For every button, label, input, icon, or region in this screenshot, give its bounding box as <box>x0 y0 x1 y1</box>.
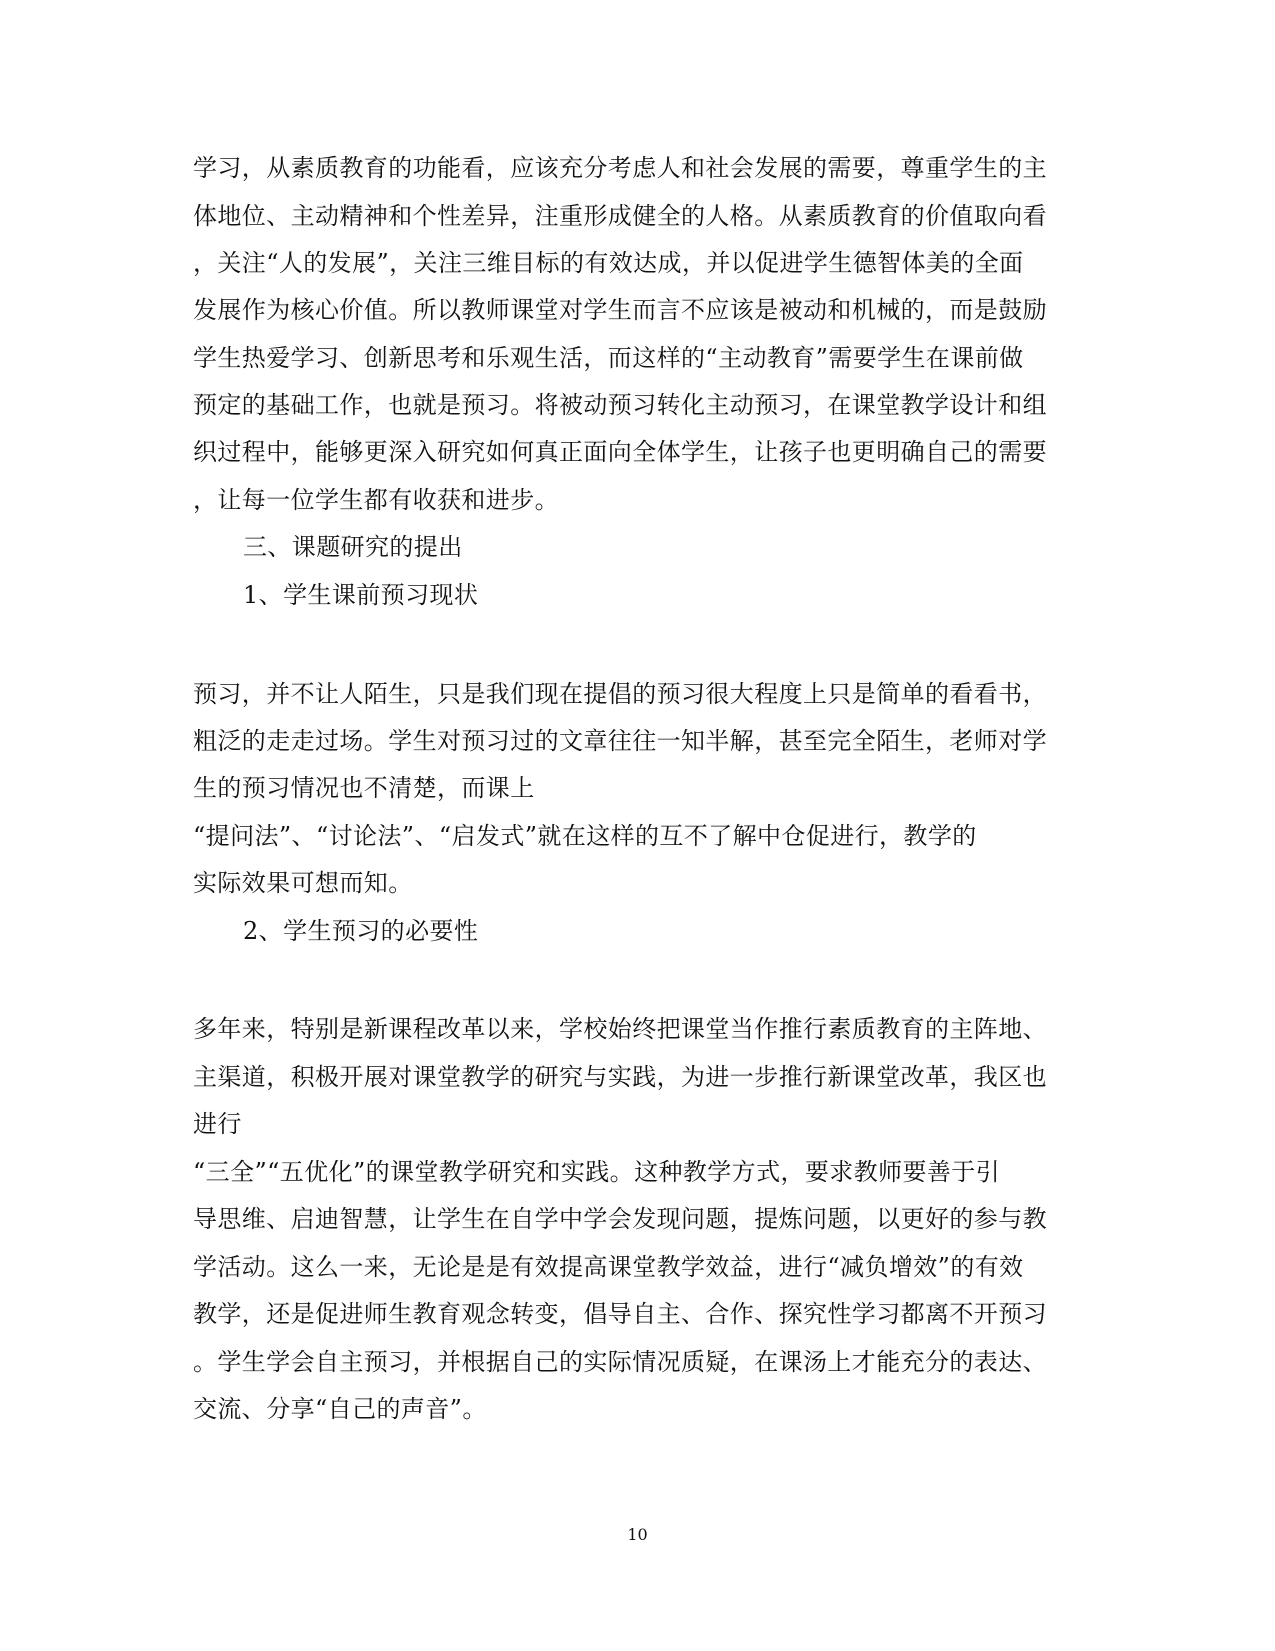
text-line: ，关注“人的发展”，关注三维目标的有效达成，并以促进学生德智体美的全面 <box>193 249 1024 277</box>
text-line: “三全”“五优化”的课堂教学研究和实践。这种教学方式，要求教师要善于引 <box>193 1158 1001 1186</box>
text-line: 体地位、主动精神和个性差异，注重形成健全的人格。从素质教育的价值取向看 <box>193 202 1047 230</box>
text-line: 实际效果可想而知。 <box>193 869 413 897</box>
text-line: 预习，并不让人陌生，只是我们现在提倡的预习很大程度上只是简单的看看书， <box>193 680 1047 708</box>
text-line: “提问法”、“讨论法”、“启发式”就在这样的互不了解中仓促进行，教学的 <box>193 822 977 850</box>
text-line: 主渠道，积极开展对课堂教学的研究与实践，为进一步推行新课堂改革，我区也 <box>193 1063 1047 1091</box>
text-line: 生的预习情况也不清楚，而课上 <box>193 774 535 802</box>
text-line: 。学生学会自主预习，并根据自己的实际情况质疑，在课汤上才能充分的表达、 <box>193 1348 1047 1376</box>
text-line: 学活动。这么一来，无论是是有效提高课堂教学效益，进行“减负增效”的有效 <box>193 1253 1024 1281</box>
subsection-heading: 2、学生预习的必要性 <box>243 917 479 945</box>
text-line: 织过程中，能够更深入研究如何真正面向全体学生，让孩子也更明确自己的需要 <box>193 438 1047 466</box>
subsection-heading: 1、学生课前预习现状 <box>243 581 479 609</box>
section-heading: 三、课题研究的提出 <box>243 533 463 561</box>
text-line: 进行 <box>193 1110 242 1138</box>
text-line: 导思维、启迪智慧，让学生在自学中学会发现问题，提炼问题，以更好的参与教 <box>193 1205 1047 1233</box>
text-line: 多年来，特别是新课程改革以来，学校始终把课堂当作推行素质教育的主阵地、 <box>193 1015 1047 1043</box>
text-line: 教学，还是促进师生教育观念转变，倡导自主、合作、探究性学习都离不开预习 <box>193 1300 1047 1328</box>
text-line: 发展作为核心价值。所以教师课堂对学生而言不应该是被动和机械的，而是鼓励 <box>193 296 1047 324</box>
text-line: 粗泛的走走过场。学生对预习过的文章往往一知半解，甚至完全陌生，老师对学 <box>193 727 1047 755</box>
text-line: 学习，从素质教育的功能看，应该充分考虑人和社会发展的需要，尊重学生的主 <box>193 154 1047 182</box>
page-number: 10 <box>627 1525 648 1544</box>
text-line: 交流、分享“自己的声音”。 <box>193 1395 487 1423</box>
text-line: 预定的基础工作，也就是预习。将被动预习转化主动预习，在课堂教学设计和组 <box>193 391 1047 419</box>
text-line: ，让每一位学生都有收获和进步。 <box>193 486 559 514</box>
text-line: 学生热爱学习、创新思考和乐观生活，而这样的“主动教育”需要学生在课前做 <box>193 344 1024 372</box>
